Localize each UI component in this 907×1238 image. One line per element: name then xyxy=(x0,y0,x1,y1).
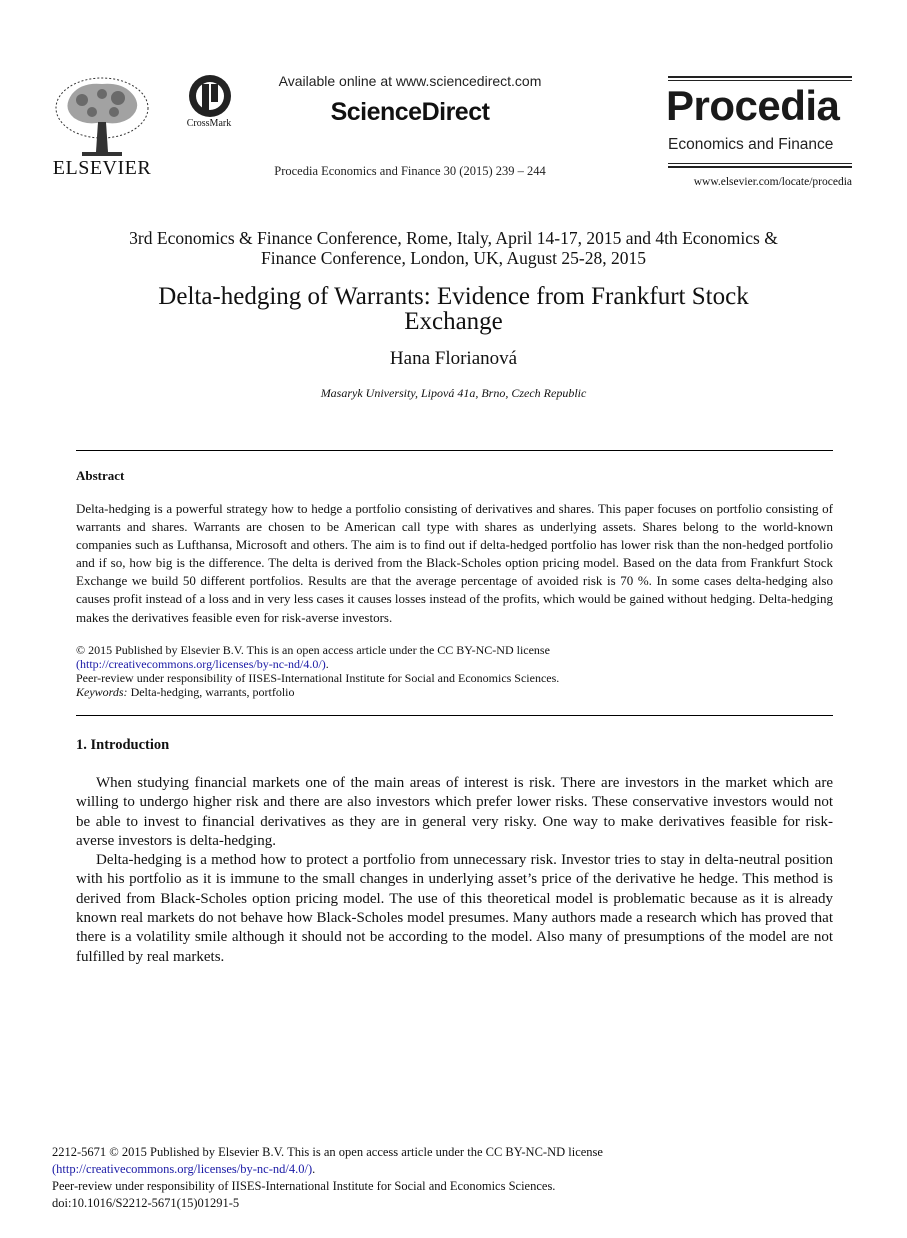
procedia-bottom-rule-thin xyxy=(668,163,852,164)
title-line-1: Delta-hedging of Warrants: Evidence from Frankfurt Stock xyxy=(158,283,749,310)
title-line-2: Exchange xyxy=(404,308,503,335)
keywords-line xyxy=(76,686,836,700)
keywords-values: Delta-hedging, warrants, portfolio xyxy=(130,685,295,699)
license-link[interactable]: (http://creativecommons.org/licenses/by-nc-nd/4.0/) xyxy=(76,657,326,671)
introduction-paragraph-1: When studying financial markets one of the main areas of interest is risk. There are investors in the market which are willing to undergo higher risk and there are also investors which prefer lower risks. These conservative investors would not be able to invest to financial derivatives as they are in general very risky. One way to make derivatives feasible for risk-averse investors is delta-hedging. xyxy=(76,775,833,849)
author-affiliation: Masaryk University, Lipová 41a, Brno, Czech Republic xyxy=(320,386,587,400)
footer-license-link[interactable]: (http://creativecommons.org/licenses/by-nc-nd/4.0/) xyxy=(52,1162,313,1176)
introduction-body xyxy=(76,774,833,967)
procedia-top-rule xyxy=(668,76,852,78)
abstract-top-rule xyxy=(76,450,833,451)
footer-license-end: . xyxy=(312,1162,316,1176)
license-line xyxy=(76,658,836,672)
paper-title xyxy=(60,284,847,334)
journal-citation: Procedia Economics and Finance 30 (2015) 239 – 244 xyxy=(274,164,546,178)
procedia-bottom-rule xyxy=(668,166,852,168)
sciencedirect-logo: ScienceDirect xyxy=(330,98,490,126)
license-end: . xyxy=(325,657,329,671)
introduction-heading: 1. Introduction xyxy=(76,737,170,753)
procedia-title: Procedia xyxy=(666,82,840,129)
keywords-label: Keywords: xyxy=(76,685,128,699)
publisher-name: ELSEVIER xyxy=(52,157,152,179)
procedia-top-rule-thin xyxy=(668,80,852,81)
available-online-text: Available online at www.sciencedirect.com xyxy=(278,73,542,89)
abstract-bottom-rule xyxy=(76,715,833,716)
footer-license-line xyxy=(52,1161,752,1178)
footer-peer-review: Peer-review under responsibility of IISES-International Institute for Social and Economics Sciences. xyxy=(52,1179,556,1193)
conference-line-1: 3rd Economics & Finance Conference, Rome, Italy, April 14-17, 2015 and 4th Economics & xyxy=(129,228,778,248)
author-name: Hana Florianová xyxy=(389,348,518,369)
copyright-line: © 2015 Published by Elsevier B.V. This is an open access article under the CC BY-NC-ND license xyxy=(76,643,550,657)
procedia-subtitle: Economics and Finance xyxy=(668,136,834,153)
abstract-heading: Abstract xyxy=(76,468,125,483)
peer-review-line: Peer-review under responsibility of IISES-International Institute for Social and Economics Sciences. xyxy=(76,671,560,685)
conference-line-2: Finance Conference, London, UK, August 25-28, 2015 xyxy=(261,248,646,268)
procedia-url[interactable]: www.elsevier.com/locate/procedia xyxy=(693,176,852,188)
conference-info xyxy=(60,228,847,268)
footer-doi[interactable]: doi:10.1016/S2212-5671(15)01291-5 xyxy=(52,1196,240,1210)
crossmark-label: CrossMark xyxy=(186,118,232,129)
introduction-paragraph-2: Delta-hedging is a method how to protect a portfolio from unnecessary risk. Investor tries to stay in delta-neutral position with his portfolio as it is immune to the small changes in underlying asset’s price of the derivative he hedge. This method is derived from Black-Scholes option pricing model. The use of this theoretical model is problematic because as it is already known real markets do not behave how Black-Scholes model presumes. Many authors made a research which has proved that there is a volatility smile although it should not be according to the model. Also many of presumptions of the model are not fulfilled by real markets. xyxy=(76,852,833,965)
footer-copyright: 2212-5671 © 2015 Published by Elsevier B.V. This is an open access article under the CC BY-NC-ND license xyxy=(52,1145,603,1159)
abstract-text: Delta-hedging is a powerful strategy how to hedge a portfolio consisting of derivatives and shares. This paper focuses on portfolio consisting of warrants and shares. Warrants are chosen to be American call type with shares as underlying assets. Shares belong to the world-known companies such as Lufthansa, Microsoft and others. The aim is to find out if delta-hedged portfolio has lower risk than the non-hedged portfolio and if so, how big is the difference. The delta is derived from the Black-Scholes option pricing model. Based on the data from Frankfurt Stock Exchange we build 50 different portfolios. Results are that the average percentage of avoided risk is 70 %. In some cases delta-hedging also causes profit instead of a loss and in very less cases it causes losses instead of the profits, which would be gained without hedging. Delta-hedging makes the derivatives feasible even for risk-averse investors. xyxy=(76,501,833,625)
